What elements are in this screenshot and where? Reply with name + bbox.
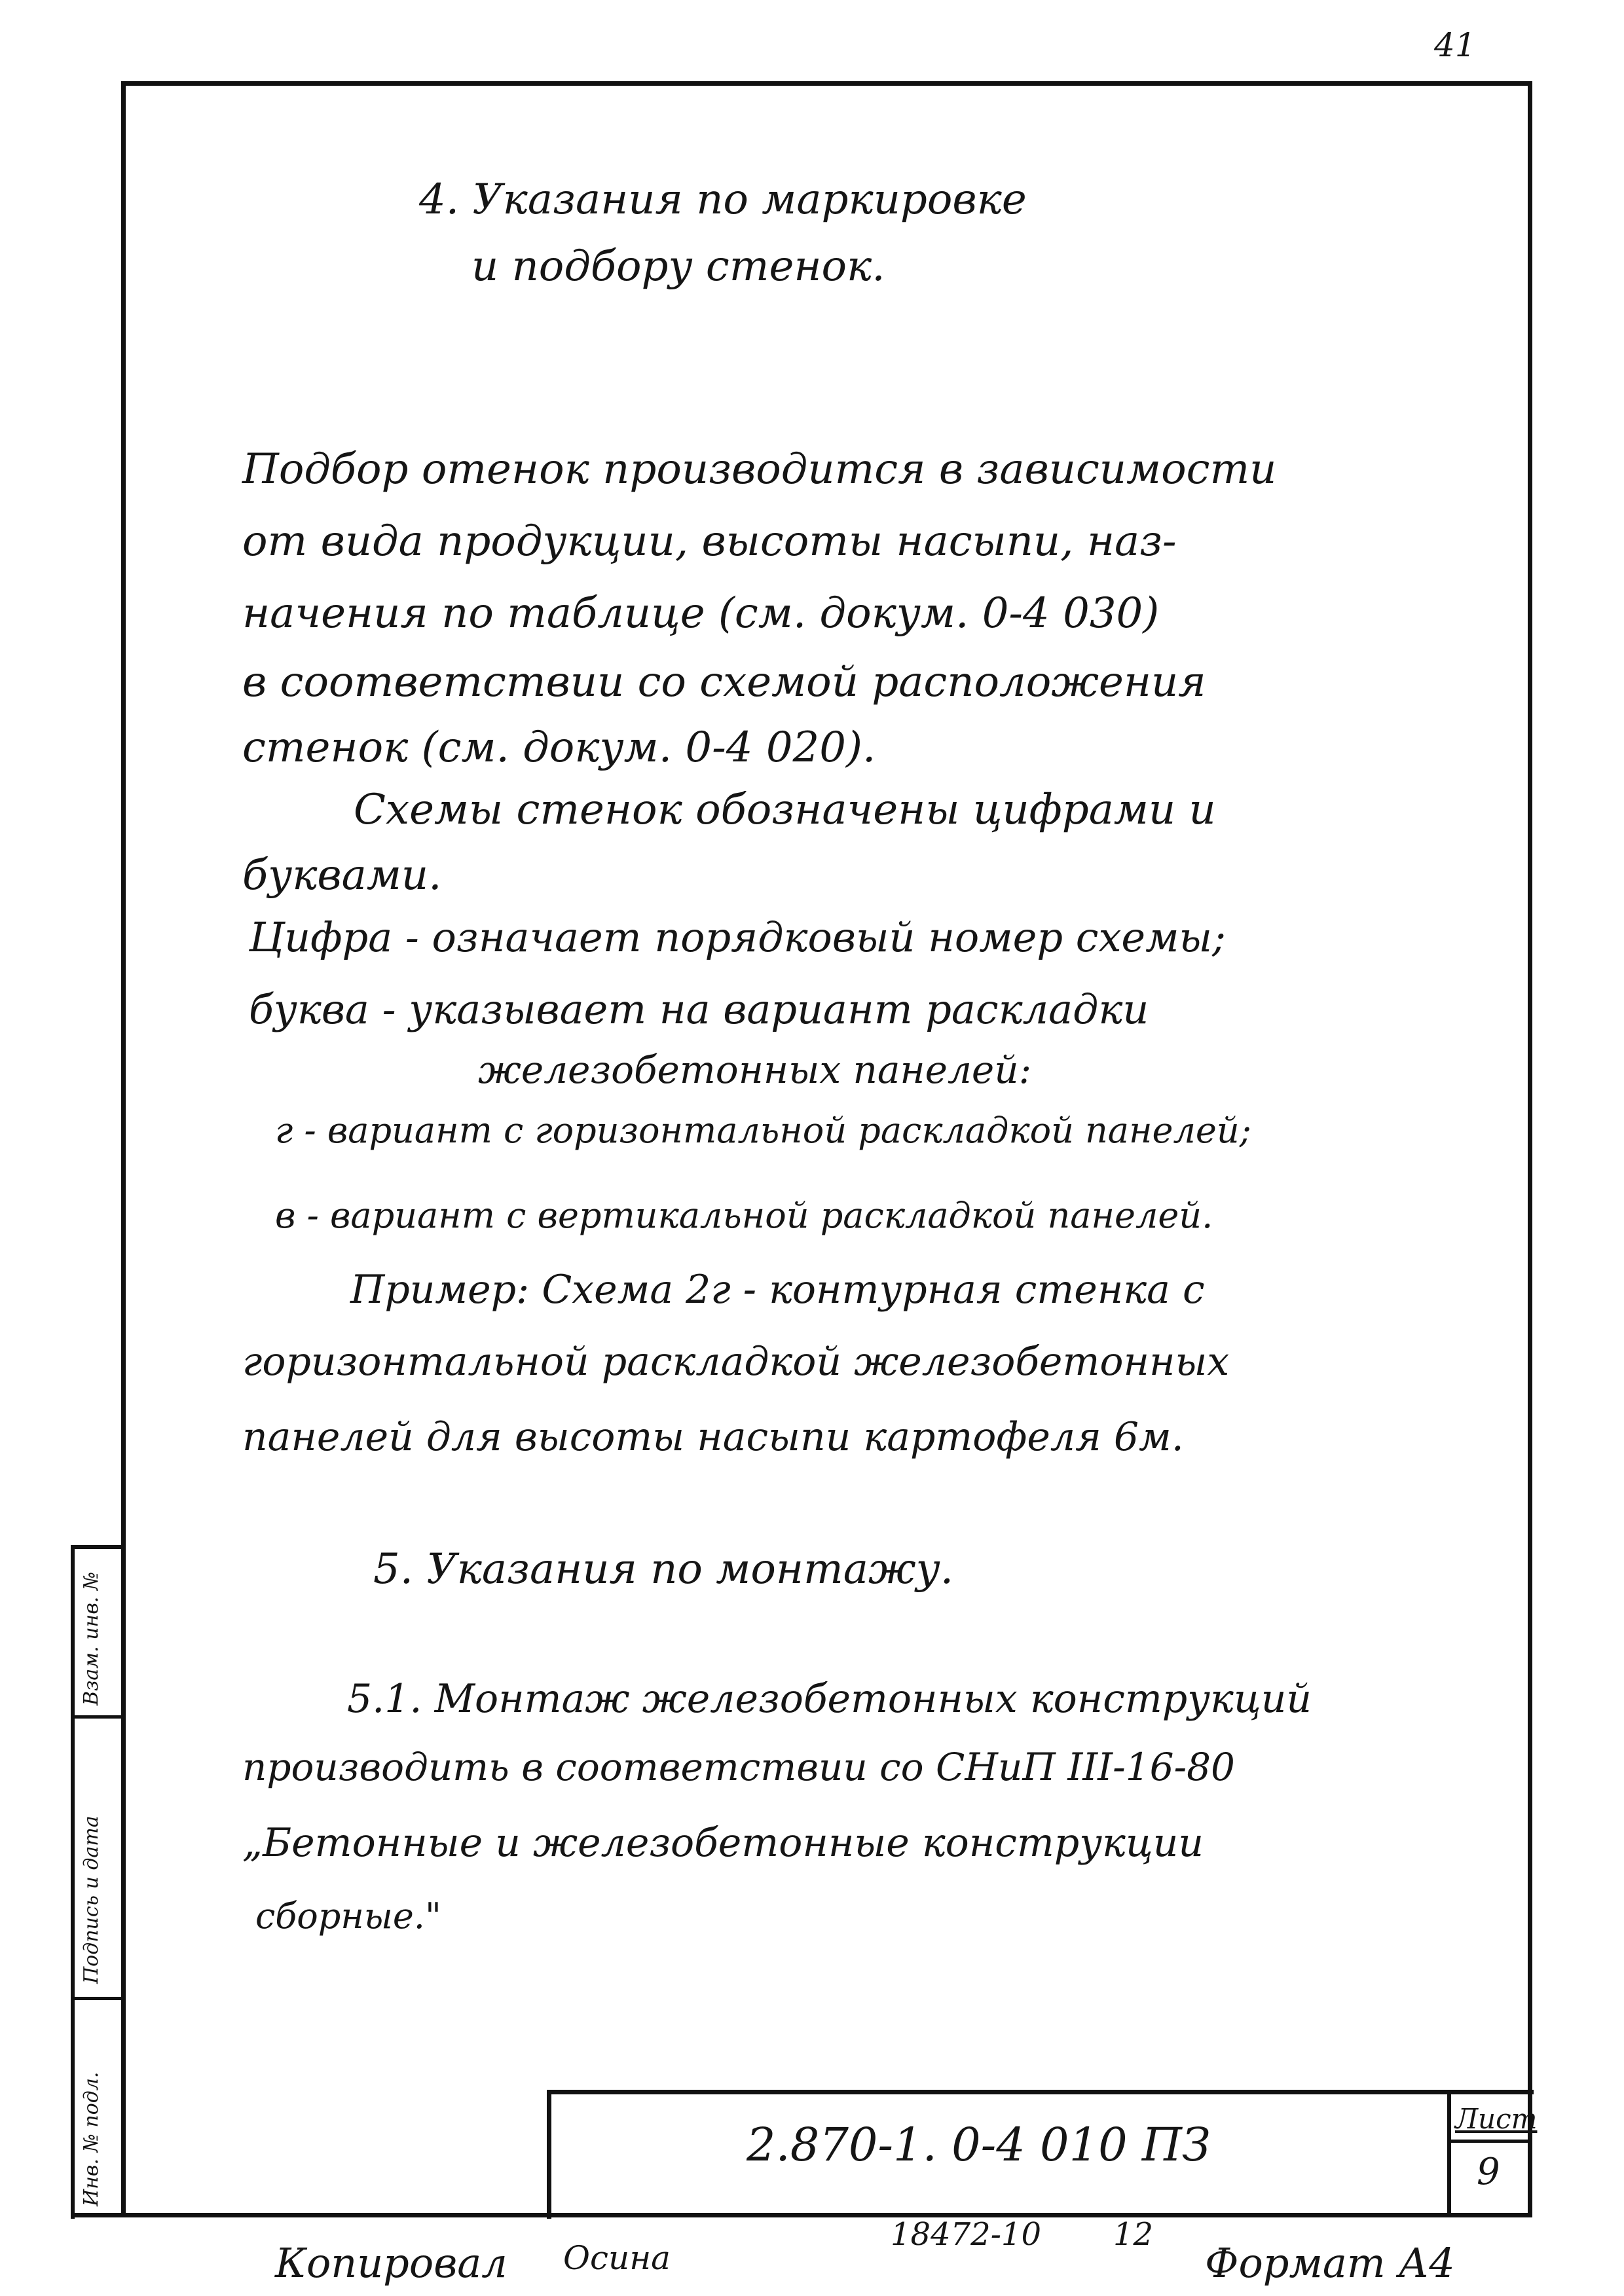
body-line: в соответствии со схемой расположения: [242, 658, 1206, 706]
title-block-sheet-divider: [1447, 2140, 1529, 2143]
body-line: Схемы стенок обозначены цифрами и: [354, 786, 1216, 834]
side-strip-label-bottom: Инв. № подл.: [80, 2071, 103, 2206]
frame-top-border: [121, 81, 1529, 86]
document-code: 2.870-1. 0-4 010 ПЗ: [747, 2118, 1211, 2172]
body-line: Цифра - означает порядковый номер схемы;: [249, 913, 1226, 961]
section4-heading-line2: и подбору стенок.: [471, 242, 885, 291]
body-line: железобетонных панелей:: [478, 1048, 1032, 1092]
side-strip-label-middle: Подпись и дата: [80, 1815, 103, 1984]
body-line: стенок (см. докум. 0-4 020).: [242, 723, 876, 772]
body-line: панелей для высоты насыпи картофеля 6м.: [242, 1414, 1184, 1460]
body-line: буква - указывает на вариант раскладки: [249, 985, 1149, 1033]
format-label: Формат А4: [1205, 2239, 1455, 2287]
side-strip-divider: [71, 1997, 121, 2000]
section5-line: сборные.": [255, 1895, 441, 1937]
body-line: начения по таблице (см. докум. 0-4 030): [242, 589, 1160, 638]
body-line: г - вариант с горизонтальной раскладкой панелей;: [275, 1110, 1251, 1151]
section4-heading-line1: 4. Указания по маркировке: [419, 175, 1027, 224]
side-strip-label-top: Взам. инв. №: [80, 1571, 103, 1705]
page-number: 41: [1434, 26, 1476, 64]
body-line: от вида продукции, высоты насыпи, наз-: [242, 517, 1177, 566]
body-line: горизонтальной раскладкой железобетонных: [242, 1339, 1230, 1385]
body-line: Пример: Схема 2г - контурная стенка с: [350, 1267, 1205, 1313]
copied-by-label: Копировал: [275, 2239, 507, 2287]
side-strip-divider: [71, 1715, 121, 1719]
body-line: Подбор отенок производится в зависимости: [242, 445, 1277, 494]
title-block-sheet-column: [1447, 2090, 1451, 2214]
section5-line: производить в соответствии со СНиП III-16-80: [242, 1745, 1235, 1789]
frame-right-border: [1528, 81, 1532, 2215]
body-line: в - вариант с вертикальной раскладкой панелей.: [275, 1195, 1213, 1236]
sheet-number: 9: [1477, 2151, 1500, 2193]
sheet-label: Лист: [1455, 2103, 1538, 2135]
order-sheet: 12: [1113, 2216, 1154, 2253]
section5-line: 5.1. Монтаж железобетонных конструкций: [347, 1676, 1312, 1722]
copied-by-name: Осина: [563, 2239, 671, 2277]
section5-line: „Бетонные и железобетонные конструкции: [242, 1820, 1204, 1866]
order-number: 18472-10: [891, 2216, 1041, 2253]
body-line: буквами.: [242, 851, 442, 900]
section5-heading: 5. Указания по монтажу.: [373, 1545, 954, 1594]
